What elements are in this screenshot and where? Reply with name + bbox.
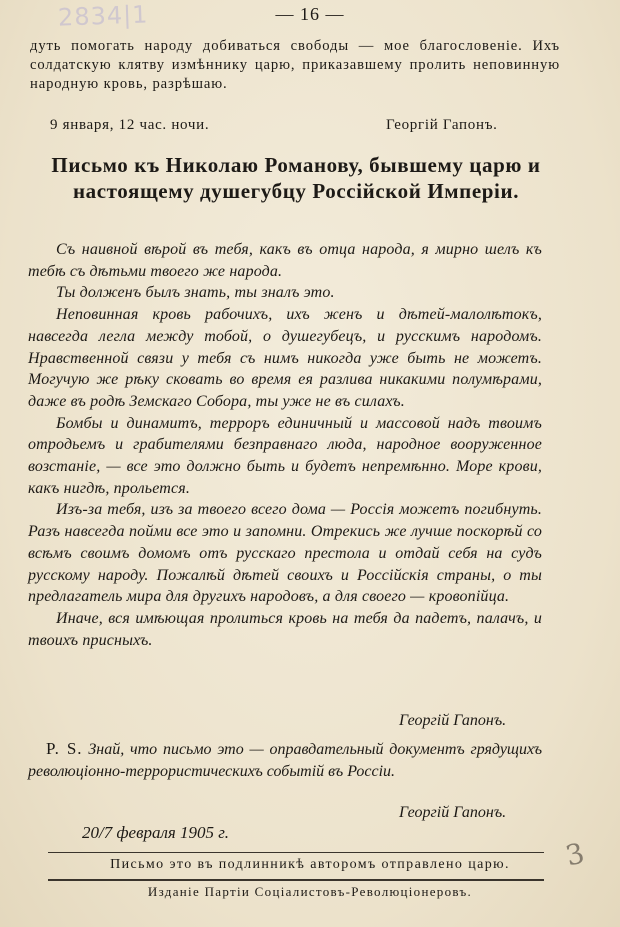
ps-lead: P. S.: [46, 739, 83, 758]
paragraph: Бомбы и динамитъ, терроръ единичный и массовой надъ твоимъ отродьемъ и грабителями безправнаго люда, народное вооруженное возстаніе, — все это должно быть и будетъ непремѣнно. Море крови, какъ нигдѣ, прольется.: [28, 414, 542, 497]
divider: [48, 852, 544, 853]
letter-date: 20/7 февраля 1905 г.: [82, 823, 229, 842]
page-number: — 16 —: [275, 4, 345, 24]
divider: [48, 879, 544, 881]
publisher-line: Изданіе Партіи Соціалистовъ-Революціонеровъ.: [147, 884, 473, 899]
previous-text: дуть помогать народу добиваться свободы — мое благословеніе. Ихъ солдатскую клятву измѣннику царю, приказавшему пролить неповинную народную кровь, разрѣшаю.: [30, 38, 560, 92]
paragraph: Иначе, вся имѣющая пролиться кровь на тебя да падетъ, палачъ, и твоихъ присныхъ.: [28, 609, 542, 649]
paragraph: Неповинная кровь рабочихъ, ихъ женъ и дѣтей-малолѣтокъ, навсегда легла между тобой, о душегубецъ, и русскимъ народомъ. Нравственной связи у тебя съ нимъ никогда уже быть не можетъ. Могучую же рѣку сковать во время ея разлива никакими полумѣрами, даже въ родѣ Земскаго Собора, ты уже не въ силахъ.: [28, 306, 542, 410]
letter-title: Письмо къ Николаю Романову, бывшему царю и настоящему душегубцу Россійской Имперіи.: [51, 153, 541, 203]
paragraph: Съ наивной вѣрой въ тебя, какъ въ отца народа, я мирно шелъ къ тебѣ съ дѣтьми твоего же народа.: [28, 241, 542, 280]
paragraph: Изъ-за тебя, изъ за твоего всего дома — Россія можетъ погибнуть. Разъ навсегда пойми все это и запомни. Отрекись же лучше поскорѣй со всѣмъ своимъ домомъ отъ русскаго престола и отдай себя на судъ русскому народу. Пожалѣй дѣтей своихъ и Россійскія страны, о ты предлагатель мира для другихъ народовъ, а для своего — кровопійца.: [28, 501, 542, 606]
paragraph: Ты долженъ былъ знать, ты зналъ это.: [56, 284, 335, 302]
archive-stamp: 2834|1: [57, 0, 149, 32]
footnote: Письмо это въ подлинникѣ авторомъ отправлено царю.: [110, 857, 510, 872]
pencil-mark: 3: [562, 836, 588, 873]
dateline: 9 января, 12 час. ночи.: [50, 117, 210, 133]
signature: Георгій Гапонъ.: [399, 712, 507, 729]
signature-2: Георгій Гапонъ.: [399, 804, 507, 821]
ps-text: Знай, что письмо это — оправдательный документъ грядущихъ революціонно-террористическихъ событій въ Россіи.: [28, 741, 543, 780]
letter-body: [28, 239, 542, 651]
top-signature: Георгій Гапонъ.: [386, 117, 498, 133]
postscript: [28, 738, 542, 782]
